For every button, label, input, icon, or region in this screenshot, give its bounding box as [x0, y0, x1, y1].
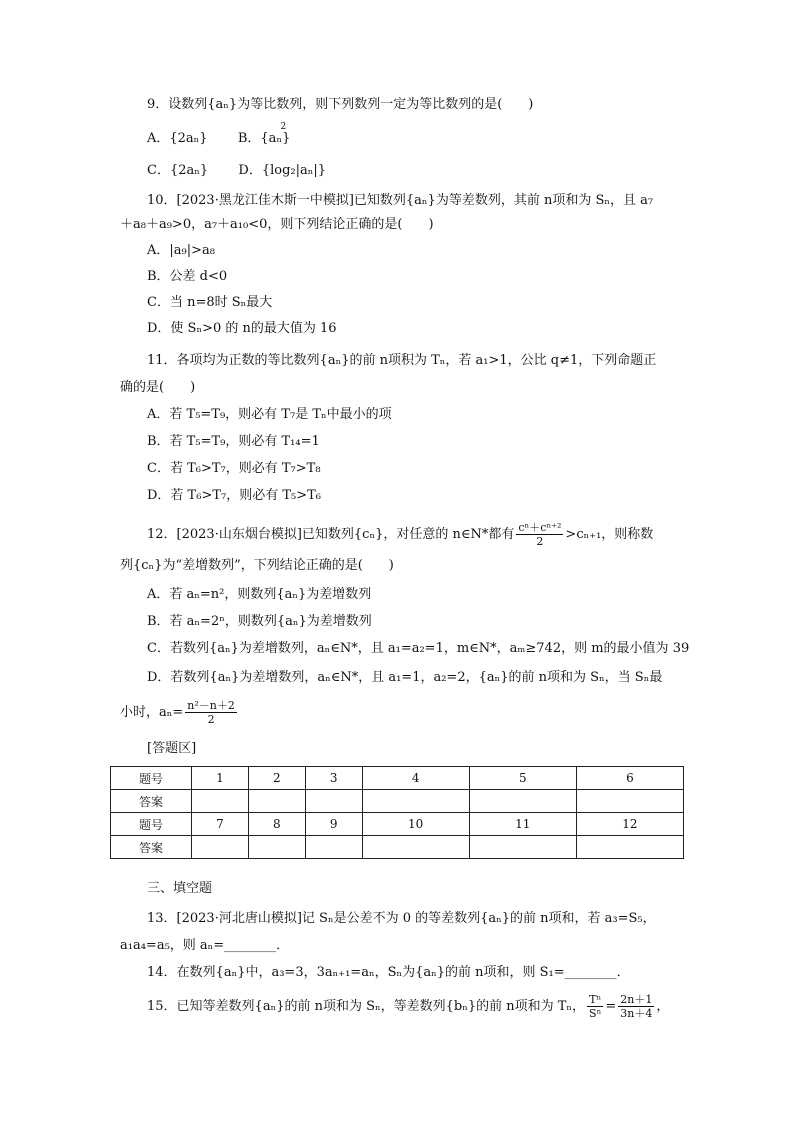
- answer-cell[interactable]: [576, 790, 683, 813]
- q9-options-row2: [147, 162, 326, 180]
- row-label-answer: 答案: [111, 790, 192, 813]
- q12-line1: 12．[2023·山东烟台模拟]已知数列{cₙ}，对任意的 n∈N*都有 $\frac{\text{cⁿ＋cⁿ⁺²}}{2}$ >cₙ₊₁，则称数: [147, 521, 654, 548]
- q15-fraction-t-over-s: $\frac{\text{Tⁿ}}{\text{Sⁿ}}$: [589, 993, 602, 1020]
- answer-cell[interactable]: [248, 790, 305, 813]
- question-number-cell: 8: [248, 813, 305, 836]
- q9-option-c: C．{2aₙ}: [147, 163, 209, 178]
- table-row: [111, 813, 684, 836]
- q10-line2: ＋a₈＋a₉>0，a₇＋a₁₀<0，则下列结论正确的是( ): [120, 217, 434, 232]
- q15-line1: 15．已知等差数列{aₙ}的前 n项和为 Sₙ，等差数列{bₙ}的前 n项和为 Tₙ， $\frac{\text{Tⁿ}}{\text{Sⁿ}}$ = $\frac{2n+1}{3n+4}$ ，: [147, 993, 670, 1020]
- q9-options-row1: [147, 122, 291, 148]
- question-number-cell: 1: [192, 767, 249, 790]
- question-number-cell: 7: [192, 813, 249, 836]
- q11-option-d: D．若 T₆>T₇，则必有 T₅>T₆: [147, 488, 322, 503]
- q11-line2: 确的是( ): [120, 380, 196, 395]
- answer-cell[interactable]: [362, 836, 469, 859]
- q10-option-d: D．使 Sₙ>0 的 n的最大值为 16: [147, 321, 337, 336]
- question-number-cell: 6: [576, 767, 683, 790]
- answer-cell[interactable]: [469, 790, 576, 813]
- q11-option-a: A．若 T₅=T₉，则必有 T₇是 Tₙ中最小的项: [147, 407, 392, 422]
- q12-option-c: C．若数列{aₙ}为差增数列，aₙ∈N*，且 a₁=a₂=1，m∈N*，aₘ≥742，则 m的最小值为 39: [147, 641, 690, 656]
- answer-cell[interactable]: [192, 836, 249, 859]
- q12-line2: 列{cₙ}为“差增数列”，下列结论正确的是( ): [120, 558, 394, 573]
- q9-option-a: A．{2aₙ}: [147, 131, 208, 146]
- answer-area-label: [答题区]: [147, 741, 197, 756]
- answer-cell[interactable]: [362, 790, 469, 813]
- q14-line1: 14．在数列{aₙ}中，a₃=3，3aₙ₊₁=aₙ，Sₙ为{aₙ}的前 n项和，则 S₁=________．: [147, 965, 630, 980]
- q10-option-c: C．当 n=8时 Sₙ最大: [147, 295, 273, 310]
- question-number-cell: 2: [248, 767, 305, 790]
- answer-cell[interactable]: [305, 836, 362, 859]
- answer-table: [110, 766, 684, 859]
- q10-option-b: B．公差 d<0: [147, 269, 228, 284]
- row-label-number: 题号: [111, 813, 192, 836]
- q13-line1: 13．[2023·河北唐山模拟]记 Sₙ是公差不为 0 的等差数列{aₙ}的前 n项和，若 a₃=S₅，: [147, 911, 656, 926]
- q11-option-b: B．若 T₅=T₉，则必有 T₁₄=1: [147, 434, 320, 449]
- question-number-cell: 12: [576, 813, 683, 836]
- q9-stem: 9．设数列{aₙ}为等比数列，则下列数列一定为等比数列的是( ): [147, 97, 534, 112]
- answer-cell[interactable]: [305, 790, 362, 813]
- q11-option-c: C．若 T₆>T₇，则必有 T₇>T₈: [147, 461, 321, 476]
- question-number-cell: 5: [469, 767, 576, 790]
- row-label-answer: 答案: [111, 836, 192, 859]
- question-number-cell: 3: [305, 767, 362, 790]
- question-number-cell: 11: [469, 813, 576, 836]
- answer-cell[interactable]: [192, 790, 249, 813]
- table-row: [111, 790, 684, 813]
- q12-option-b: B．若 aₙ=2ⁿ，则数列{aₙ}为差增数列: [147, 614, 372, 629]
- q12-option-a: A．若 aₙ=n²，则数列{aₙ}为差增数列: [147, 587, 372, 602]
- q15-fraction-value: $\frac{2n+1}{3n+4}$: [620, 993, 653, 1020]
- q11-line1: 11．各项均为正数的等比数列{aₙ}的前 n项积为 Tₙ，若 a₁>1，公比 q≠1，下列命题正: [147, 353, 657, 368]
- answer-cell[interactable]: [576, 836, 683, 859]
- q12-option-d-cont: 小时，aₙ= $\frac{\text{n²－n＋2}}{2}$: [120, 699, 235, 726]
- q12-option-d-fraction: $\frac{\text{n²－n＋2}}{2}$: [187, 699, 235, 726]
- section-title-fill-in: 三、填空题: [147, 881, 213, 896]
- q12-fraction: $\frac{\text{cⁿ＋cⁿ⁺²}}{2}$: [518, 521, 562, 548]
- answer-cell[interactable]: [248, 836, 305, 859]
- question-number-cell: 10: [362, 813, 469, 836]
- q10-line1: 10．[2023·黑龙江佳木斯一中模拟]已知数列{aₙ}为等差数列，其前 n项和为 Sₙ，且 a₇: [147, 193, 654, 208]
- row-label-number: 题号: [111, 767, 192, 790]
- table-row: [111, 836, 684, 859]
- question-number-cell: 9: [305, 813, 362, 836]
- q12-option-d: D．若数列{aₙ}为差增数列，aₙ∈N*，且 a₁=1，a₂=2，{aₙ}的前 n项和为 Sₙ，当 Sₙ最: [147, 670, 663, 685]
- q10-option-a: A．|a₉|>a₈: [147, 243, 215, 258]
- q9-option-d: D．{log₂|aₙ|}: [238, 163, 327, 178]
- table-row: [111, 767, 684, 790]
- q9-option-b: B．{aₙ 2 }: [237, 122, 291, 146]
- answer-cell[interactable]: [469, 836, 576, 859]
- question-number-cell: 4: [362, 767, 469, 790]
- q13-line2: a₁a₄=a₅，则 aₙ=________．: [120, 938, 290, 953]
